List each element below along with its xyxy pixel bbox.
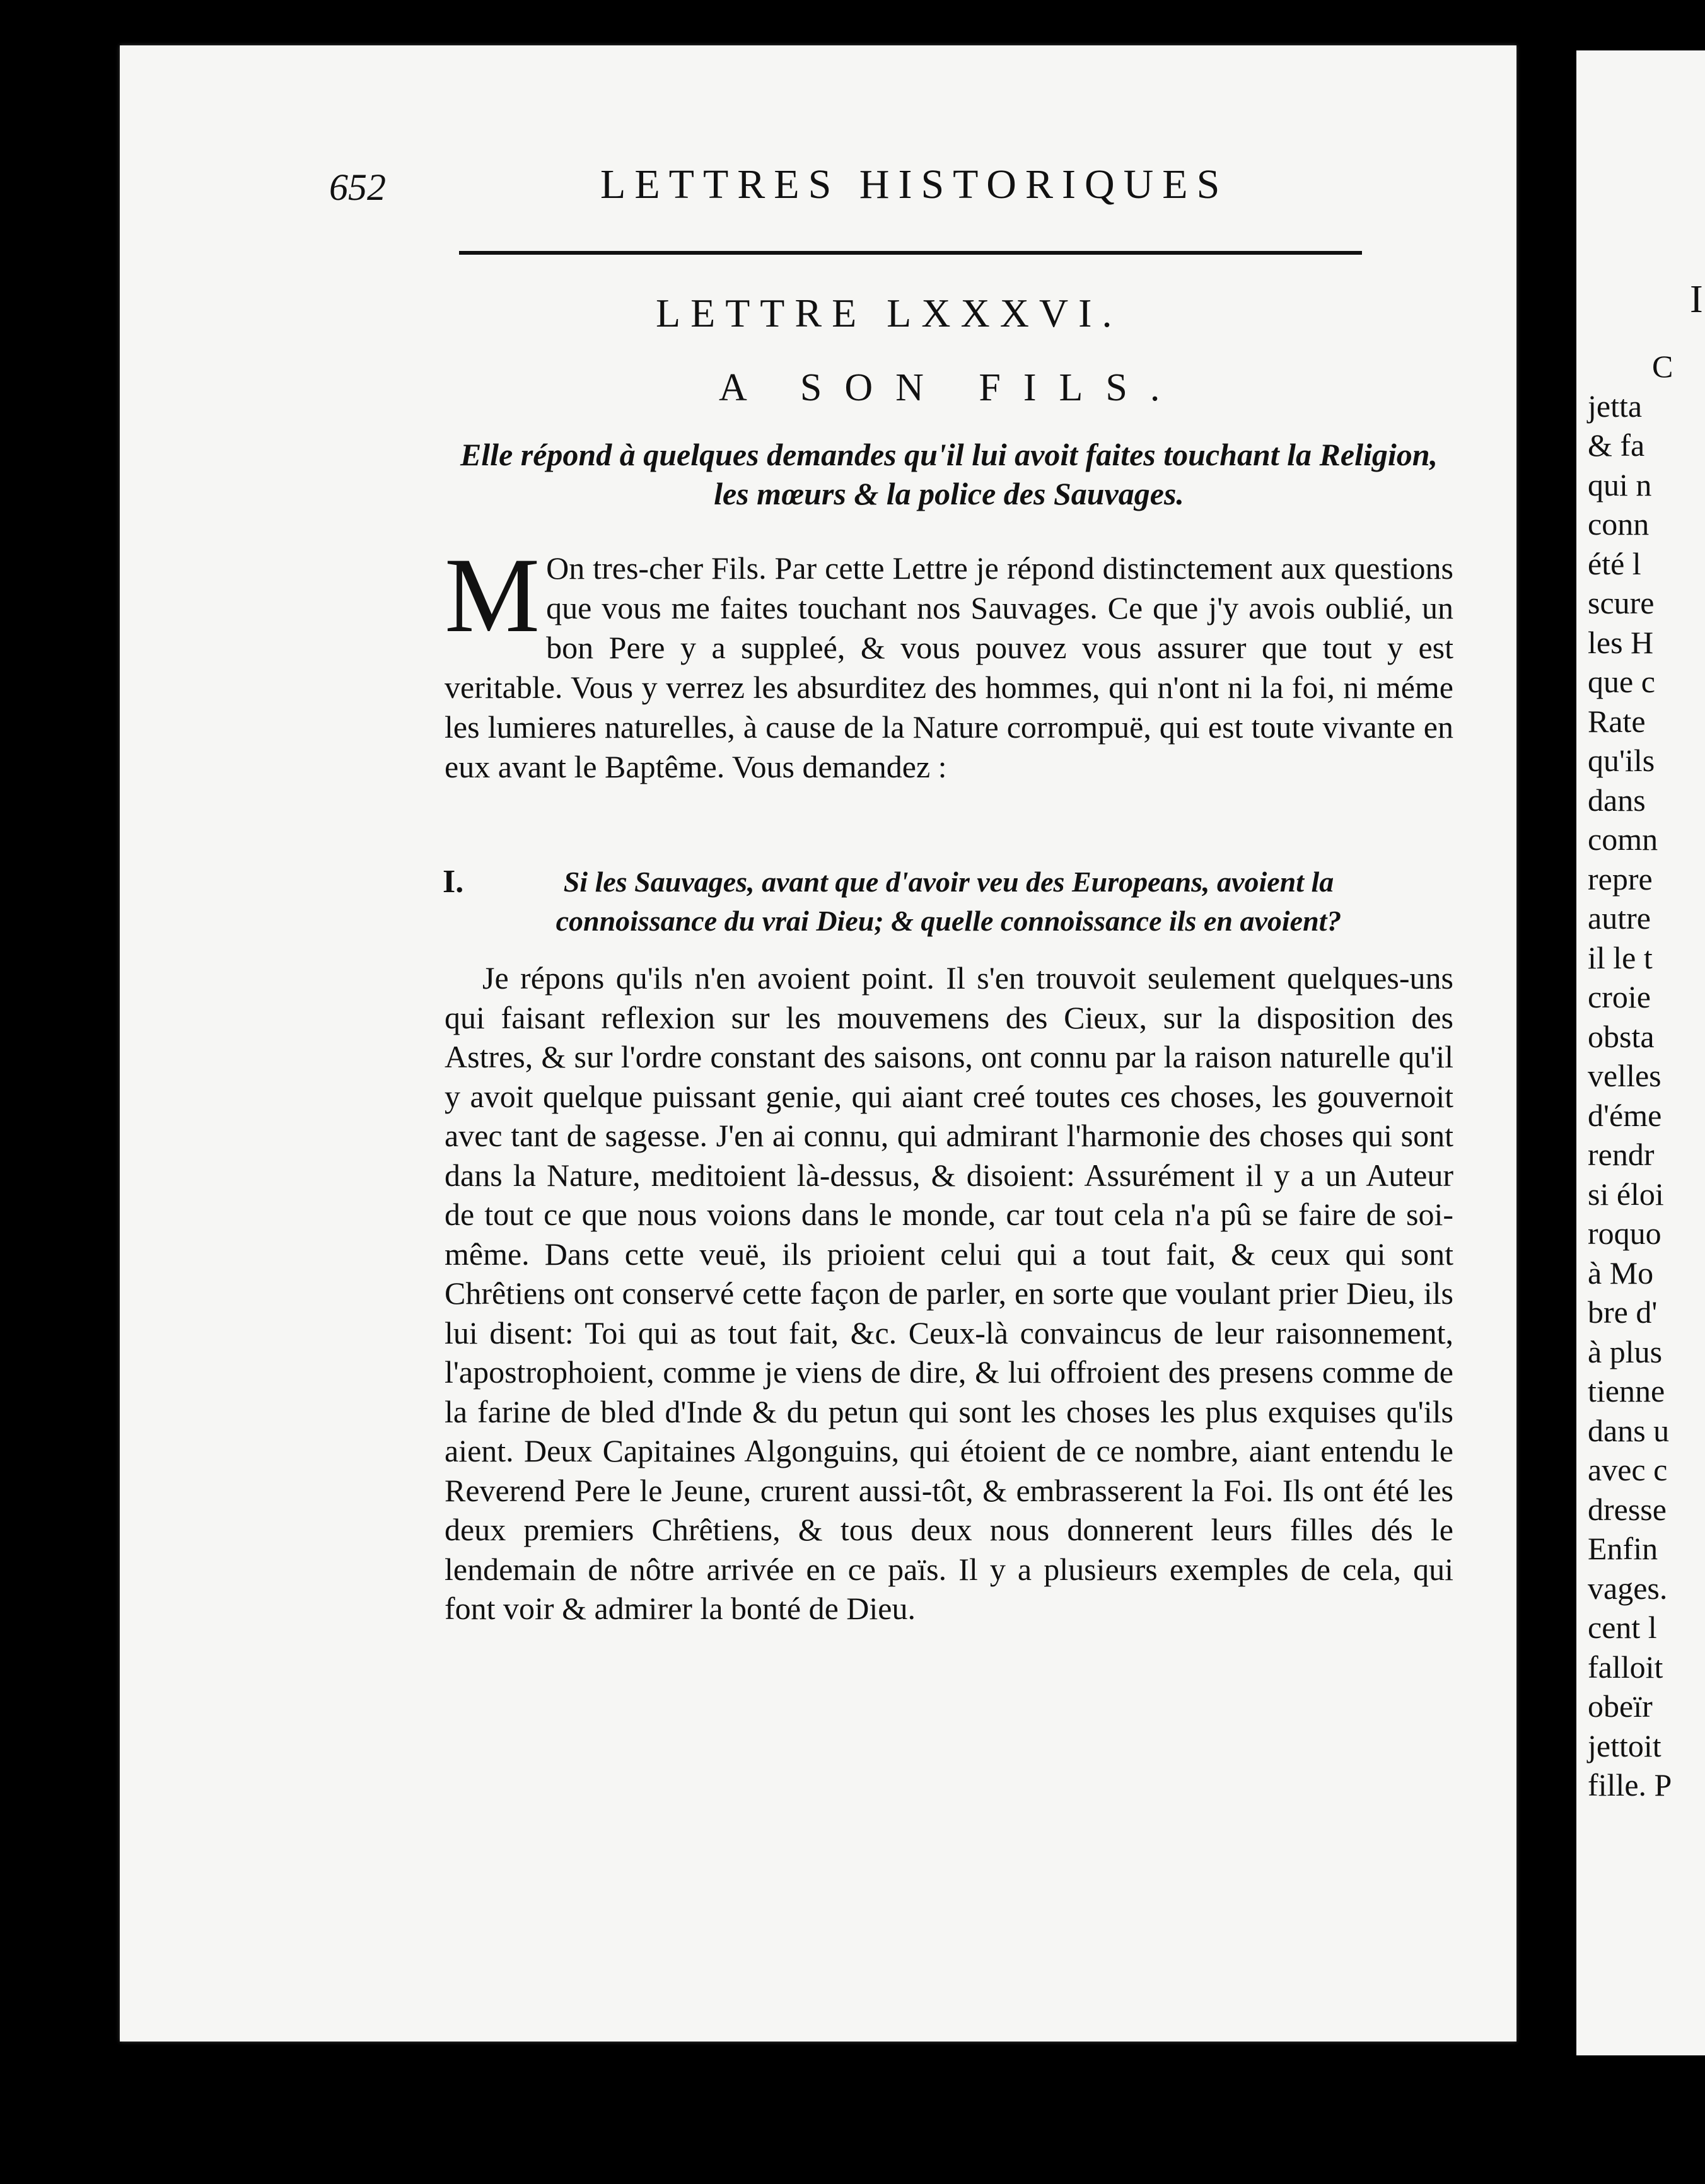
right-page-line: obsta (1588, 1018, 1655, 1054)
question-line: connoissance du vrai Dieu; & quelle connoissance ils en avoient? (556, 905, 1342, 937)
right-page-line: Rate (1588, 703, 1646, 739)
right-page-line: roquo (1588, 1216, 1661, 1251)
right-page-line: velles (1588, 1058, 1661, 1093)
right-page-line: croie (1588, 979, 1651, 1014)
right-page-line: tienne (1588, 1373, 1665, 1409)
right-page-line: qui n (1588, 467, 1652, 502)
right-page-line: qu'ils (1588, 743, 1655, 778)
right-page-line: dans u (1588, 1412, 1670, 1448)
header-rule (459, 251, 1362, 255)
right-page-line: cent l (1588, 1610, 1657, 1645)
right-page-line: dans (1588, 782, 1646, 818)
running-title: LETTRES HISTORIQUES (600, 161, 1229, 207)
right-page-line: repre (1588, 861, 1653, 897)
right-page-line: d'éme (1588, 1097, 1662, 1133)
letter-title: LETTRE LXXXVI. (656, 291, 1122, 335)
right-page-line: à plus (1588, 1333, 1663, 1369)
right-page-line: conn (1588, 506, 1650, 542)
right-page-line: falloit (1588, 1649, 1663, 1685)
right-page-line: vages. (1588, 1570, 1668, 1606)
drop-cap: M (445, 536, 540, 654)
right-page-line: fille. P (1588, 1767, 1672, 1803)
letter-summary (441, 435, 1457, 513)
right-page-line: obeïr (1588, 1688, 1653, 1724)
page-header (329, 161, 1376, 211)
summary-line: les mœurs & la police des Sauvages. (714, 476, 1184, 511)
right-page-line: dresse (1588, 1491, 1667, 1527)
answer-paragraph: Je répons qu'ils n'en avoient point. Il s'en trouvoit seulement quelques-uns qui faisant reflexion sur les mouvemens des Cieux, sur la disposition des Astres, & sur l'ordre constant des saisons, ont connu par la raison naturelle qu'il y avoit quelque puissant genie, qui aiant creé toutes ces choses, les gouvernoit avec tant de sagesse. J'en ai connu, qui admirant l'harmonie des choses qui sont dans la Nature, meditoient là-dessus, & disoient: Assurément il y a un Auteur de tout ce que nous voions dans le monde, car tout cela n'a pû se faire de soi-même. Dans cette veuë, ils prioient celui qui a tout fait, & ceux qui sont Chrêtiens ont conservé cette façon de parler, en sorte que voulant prier Dieu, ils lui disent: Toi qui as tout fait, &c. Ceux-là convaincus de leur raisonnement, l'apostrophoient, comme je viens de dire, & lui offroient des presens comme de la farine de bled d'Inde & du petun qui sont les choses les plus exquises qu'ils aient. Deux Capitaines Algonguins, qui étoient de ce nombre, aiant entendu le Reverend Pere le Jeune, crurent aussi-tôt, & embrasserent la Foi. Ils ont été les deux premiers Chrêtiens, & tous deux nous donnerent leurs filles dés le lendemain de nôtre arrivée en ce païs. Il y a plusieurs exemples de cela, qui font voir & admirer la bonté de Dieu. (445, 960, 1453, 1626)
right-page-heading: I (1690, 278, 1703, 321)
right-page-line: il le t (1588, 939, 1653, 975)
right-page-line: autre (1588, 900, 1651, 936)
question (443, 863, 1455, 941)
right-page-line: C (1652, 349, 1673, 384)
right-page-line: & fa (1588, 427, 1645, 463)
right-page-line: jettoit (1588, 1728, 1661, 1763)
right-page-line: été l (1588, 545, 1641, 581)
intro-text: On tres-cher Fils. Par cette Lettre je répond distinctement aux questions que vous me faites touchant nos Sauvages. Ce que j'y avois oublié, un bon Pere y a suppleé, & vous pouvez vous assurer que tout y est veritable. Vous y verrez les absurditez des hommes, qui n'ont ni la foi, ni méme les lumieres naturelles, à cause de la Nature corrompuë, qui est toute vivante en eux avant le Baptême. Vous demandez : (445, 550, 1453, 784)
right-page-line: à Mo (1588, 1255, 1654, 1291)
right-page-line: les H (1588, 624, 1654, 660)
right-page-line: Enfin (1588, 1531, 1658, 1566)
page-number: 652 (329, 166, 386, 208)
right-page-line: si éloi (1588, 1176, 1664, 1212)
right-page-line: jetta (1588, 388, 1643, 424)
right-page-line: scure (1588, 585, 1655, 620)
right-page-line: comn (1588, 822, 1658, 857)
right-page-line: bre d' (1588, 1294, 1658, 1330)
right-page (1576, 50, 1705, 2055)
right-page-text (1576, 347, 1673, 1805)
question-line: Si les Sauvages, avant que d'avoir veu des Europeans, avoient la (563, 866, 1334, 898)
intro-paragraph (445, 536, 1453, 787)
question-number: I. (443, 864, 464, 900)
letter-address: A SON FILS. (719, 366, 1183, 409)
summary-line: Elle répond à quelques demandes qu'il lui avoit faites touchant la Religion, (460, 437, 1438, 472)
right-page-line: avec c (1588, 1452, 1668, 1487)
right-page-line: rendr (1588, 1137, 1655, 1172)
right-page-line: que c (1588, 664, 1655, 699)
